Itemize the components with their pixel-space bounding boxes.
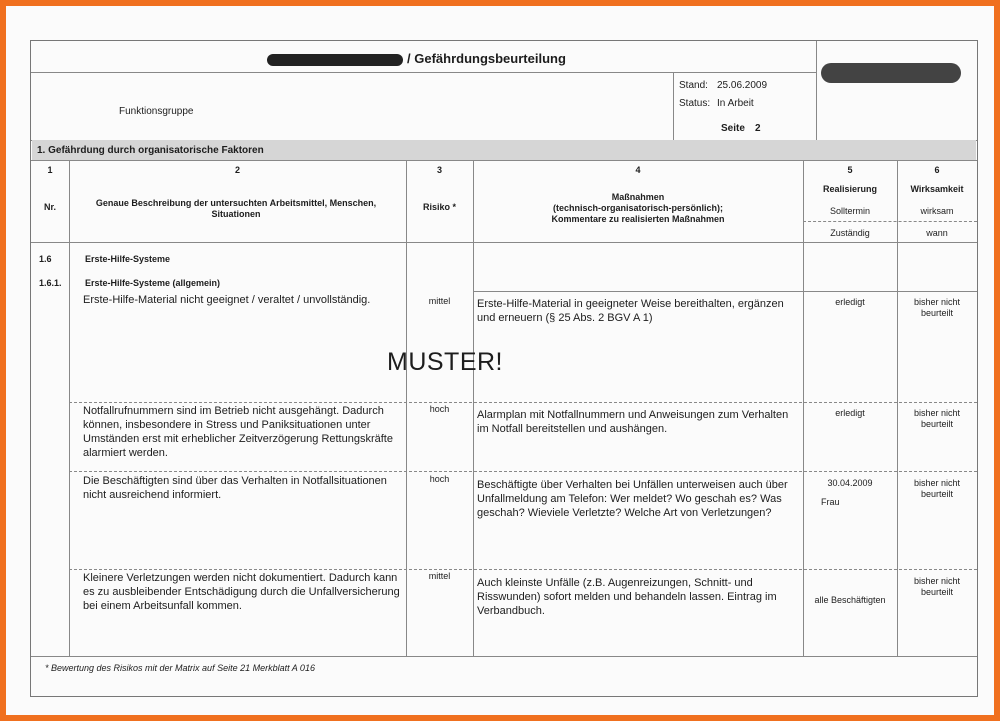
status-label: Status: <box>679 98 711 109</box>
row-measure: Auch kleinste Unfälle (z.B. Augenreizungen, Schnitt- und Risswunden) sofort melden und behandeln lassen. Eintrag im Verbandbuch. <box>477 577 777 617</box>
col-header-risk: Risiko * <box>422 202 456 212</box>
status-value: In Arbeit <box>717 98 754 109</box>
page-label: Seite <box>721 123 745 134</box>
row-risk: mittel <box>428 296 451 306</box>
row-description: Die Beschäftigten sind über das Verhalten in Notfallsituationen nicht ausreichend informiert. <box>83 475 387 501</box>
col-header-target-date: Solltermin <box>829 206 870 216</box>
row-description: Notfallrufnummern sind im Betrieb nicht ausgehängt. Dadurch können, insbesondere in Stress und Paniksituationen unter Umständen erst mit erheblicher Zeitverzögerung Rettungskräfte alarmiert werden. <box>83 405 393 459</box>
col-header-measures-comment: Kommentare zu realisierten Maßnahmen <box>551 214 725 224</box>
col-num-1: 1 <box>47 165 53 175</box>
row-description: Kleinere Verletzungen werden nicht dokumentiert. Dadurch kann es zu ausbleibender Entschädigung durch die Unfallversicherung bei einem Arbeitsunfall kommen. <box>83 572 400 612</box>
row-realization: erledigt <box>835 408 865 418</box>
row-effectiveness: bisher nicht beurteilt <box>913 408 961 429</box>
col-num-6: 6 <box>934 165 940 175</box>
col-header-measures-title: Maßnahmen <box>611 192 665 202</box>
row-effectiveness: bisher nicht beurteilt <box>913 576 961 597</box>
form-frame <box>30 40 978 697</box>
document-page <box>6 6 994 715</box>
row-realization: 30.04.2009 <box>827 478 873 488</box>
subsection-title: Erste-Hilfe-Systeme <box>85 254 171 264</box>
row-responsible: alle Beschäftigten <box>814 595 886 605</box>
col-header-effectiveness: Wirksamkeit <box>910 184 964 194</box>
subsection-nr: 1.6 <box>39 254 52 264</box>
row-effectiveness: bisher nicht beurteilt <box>913 478 961 499</box>
row-effectiveness: bisher nicht beurteilt <box>913 297 961 318</box>
section-title: 1. Gefährdung durch organisatorische Faktoren <box>37 145 264 156</box>
stand-label: Stand: <box>679 80 708 91</box>
page-number: 2 <box>755 123 761 134</box>
col-num-2: 2 <box>234 165 240 175</box>
col-num-3: 3 <box>436 165 442 175</box>
col-header-nr: Nr. <box>43 202 56 212</box>
col-num-5: 5 <box>847 165 853 175</box>
col-header-description: Genaue Beschreibung der untersuchten Arbeitsmittel, Menschen, Situationen <box>95 198 377 219</box>
footnote: * Bewertung des Risikos mit der Matrix auf Seite 21 Merkblatt A 016 <box>45 663 315 673</box>
row-measure: Alarmplan mit Notfallnummern und Anweisungen zum Verhalten im Notfall bereitstellen und aushängen. <box>477 409 789 435</box>
col-header-responsible: Zuständig <box>830 228 870 238</box>
col-num-4: 4 <box>635 165 641 175</box>
col-header-when: wann <box>926 228 948 238</box>
row-risk: mittel <box>428 571 451 581</box>
function-group-label: Funktionsgruppe <box>119 106 194 117</box>
row-realization: erledigt <box>835 297 865 307</box>
row-risk: hoch <box>429 404 450 414</box>
row-risk: hoch <box>429 474 450 484</box>
row-measure: Beschäftigte über Verhalten bei Unfällen unterweisen auch über Unfallmeldung am Telefon: Wer meldet? Wo geschah es? Was geschah? Wieviele Verletzte? Welche Art von Verletzungen? <box>477 479 788 519</box>
redacted-logo <box>821 63 961 83</box>
row-measure: Erste-Hilfe-Material in geeigneter Weise bereithalten, ergänzen und erneuern (§ 25 Abs. 2 BGV A 1) <box>477 298 784 324</box>
subsection-nr: 1.6.1. <box>39 278 62 288</box>
watermark: MUSTER! <box>387 348 503 376</box>
stand-date: 25.06.2009 <box>717 80 768 91</box>
redacted-company-name <box>267 54 403 66</box>
row-description: Erste-Hilfe-Material nicht geeignet / veraltet / unvollständig. <box>83 294 371 306</box>
row-responsible: Frau <box>821 497 840 507</box>
col-header-realization: Realisierung <box>822 184 878 194</box>
col-header-effective: wirksam <box>920 206 954 216</box>
form-title: / Gefährdungsbeurteilung <box>407 51 566 66</box>
subsection-title: Erste-Hilfe-Systeme (allgemein) <box>85 278 221 288</box>
col-header-measures-sub: (technisch-organisatorisch-persönlich); <box>552 203 724 213</box>
